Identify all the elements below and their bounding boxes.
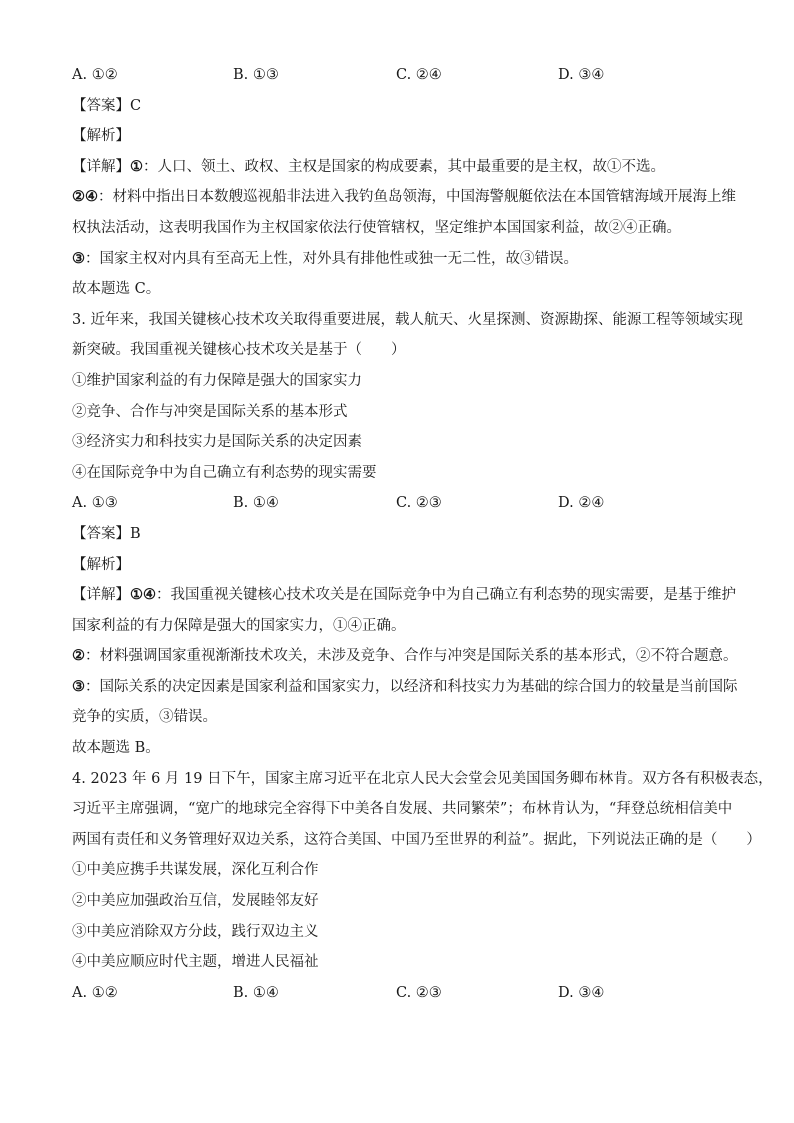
- q3-item-4: ④在国际竞争中为自己确立有利态势的现实需要: [72, 464, 377, 481]
- q2-conclusion: 故本题选 C。: [72, 281, 161, 298]
- q3-item-3: ③经济实力和科技实力是国际关系的决定因素: [72, 434, 362, 451]
- q4-option-b: B. ①④: [233, 984, 279, 1001]
- q3-option-d: D. ②④: [558, 495, 605, 512]
- q3-option-b: B. ①④: [233, 495, 279, 512]
- exam-page: [72, 60, 773, 1008]
- q3-detail-2: [72, 641, 738, 672]
- q3-answer: [72, 519, 732, 550]
- detail-text: ：我国重视关键核心技术攻关是在国际竞争中为自己确立有利态势的现实需要，是基于维护: [156, 587, 736, 604]
- detail-text: ：国际关系的决定因素是国家利益和国家实力，以经济和科技实力为基础的综合国力的较量是当前国际: [85, 678, 738, 695]
- q3-stem-2: 新突破。我国重视关键核心技术攻关是基于（ ）: [72, 342, 406, 359]
- detail-mark: ③: [72, 677, 85, 695]
- q4-option-d: D. ③④: [558, 984, 605, 1001]
- q4-stem-3: 两国有责任和义务管理好双边关系，这符合美国、中国乃至世界的利益”。据此，下列说法正确的是（ ）: [72, 831, 761, 848]
- detail-tag: 【详解】: [72, 587, 130, 604]
- q3-options: [72, 488, 732, 519]
- q2-option-a: A. ①②: [72, 67, 118, 83]
- q3-detail-3-cont: 竞争的实质，③错误。: [72, 709, 217, 726]
- q3-detail-3: [72, 672, 738, 703]
- q3-detail-1-cont: 国家利益的有力保障是强大的国家实力，①④正确。: [72, 617, 406, 634]
- q4-option-a: A. ①②: [72, 984, 118, 1001]
- q3-item-2: ②竞争、合作与冲突是国际关系的基本形式: [72, 403, 348, 420]
- q3-option-a: A. ①③: [72, 495, 118, 512]
- detail-text: ：国家主权对内具有至高无上性，对外具有排他性或独一无二性，故③错误。: [85, 250, 578, 267]
- q3-conclusion: 故本题选 B。: [72, 740, 160, 757]
- answer-value: B: [130, 525, 141, 542]
- detail-mark: ②④: [72, 188, 98, 206]
- q4-item-3: ③中美应消除双方分歧，践行双边主义: [72, 923, 319, 940]
- q4-item-1: ①中美应携手共谋发展，深化互利合作: [72, 862, 319, 879]
- q4-item-4: ④中美应顺应时代主题，增进人民福祉: [72, 954, 319, 971]
- detail-text: ：人口、领土、政权、主权是国家的构成要素，其中最重要的是主权，故①不选。: [143, 158, 665, 175]
- q3-analysis-tag: 【解析】: [72, 556, 130, 573]
- q4-stem-2: 习近平主席强调，“宽广的地球完全容得下中美各自发展、共同繁荣”；布林肯认为，“拜登总统相信美中: [72, 801, 733, 818]
- q2-detail-2: [72, 182, 736, 213]
- q4-item-2: ②中美应加强政治互信，发展睦邻友好: [72, 893, 319, 910]
- q2-options: [72, 60, 732, 91]
- detail-tag: 【详解】: [72, 158, 130, 175]
- answer-tag: 【答案】: [72, 525, 130, 542]
- q2-analysis-tag: 【解析】: [72, 128, 130, 145]
- q2-option-b: B. ①③: [233, 67, 279, 83]
- q3-option-c: C. ②③: [396, 495, 442, 512]
- detail-mark: ①④: [130, 586, 156, 604]
- q2-detail-3: [72, 244, 732, 275]
- detail-mark: ①: [130, 157, 143, 175]
- q4-option-c: C. ②③: [396, 984, 442, 1001]
- q2-detail-1: [72, 152, 732, 183]
- q3-stem-1: 3. 近年来，我国关键核心技术攻关取得重要进展，载人航天、火星探测、资源勘探、能源工程等领域实现: [72, 311, 743, 328]
- answer-tag: 【答案】: [72, 97, 130, 114]
- q3-detail-1: [72, 580, 736, 611]
- detail-mark: ③: [72, 249, 85, 267]
- detail-mark: ②: [72, 647, 85, 665]
- q4-options: [72, 978, 732, 1009]
- q2-detail-2-cont: 权执法活动，这表明我国作为主权国家依法行使管辖权，坚定维护本国国家利益，故②④正确。: [72, 219, 681, 236]
- answer-value: C: [130, 97, 142, 114]
- q2-answer: [72, 91, 732, 122]
- detail-text: ：材料强调国家重视渐渐技术攻关，未涉及竞争、合作与冲突是国际关系的基本形式，②不符合题意。: [85, 648, 738, 665]
- q4-stem-1: 4. 2023 年 6 月 19 日下午，国家主席习近平在北京人民大会堂会见美国国务卿布林肯。双方各有积极表态，: [72, 770, 773, 787]
- q3-item-1: ①维护国家利益的有力保障是强大的国家实力: [72, 372, 362, 389]
- q2-option-c: C. ②④: [396, 67, 442, 83]
- q2-option-d: D. ③④: [558, 67, 605, 83]
- detail-text: ：材料中指出日本数艘巡视船非法进入我钓鱼岛领海，中国海警舰艇依法在本国管辖海域开展海上维: [98, 189, 736, 206]
